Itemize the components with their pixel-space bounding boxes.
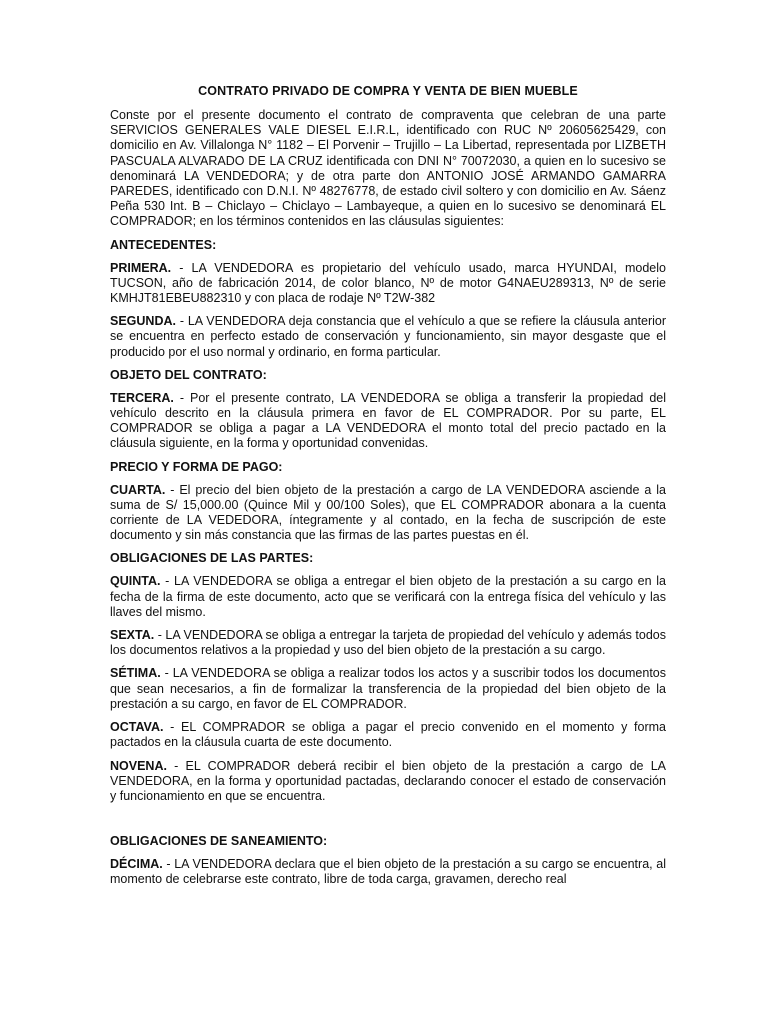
clause-primera (110, 261, 666, 307)
clause-segunda (110, 314, 666, 360)
clause-tercera (110, 391, 666, 452)
blank-space (110, 812, 666, 834)
clause-label: OCTAVA. (110, 720, 164, 735)
clause-quinta (110, 574, 666, 620)
clause-text: - LA VENDEDORA deja constancia que el vehículo a que se refiere la cláusula anterior se encuentra en perfecto estado de conservación y funcionamiento, sin mayor desgaste que el producido por el uso normal y ordinario, en forma particular. (110, 314, 666, 359)
intro-paragraph: Conste por el presente documento el contrato de compraventa que celebran de una parte SERVICIOS GENERALES VALE DIESEL E.I.R.L, identificado con RUC Nº 20605625429, con domicilio en Av. Villalonga N° 1182 – El Porvenir – Trujillo – La Libertad, representada por LIZBETH PASCUALA ALVARADO DE LA CRUZ identificada con DNI N° 70072030, a quien en lo sucesivo se denominará LA VENDEDORA; y de otra parte don ANTONIO JOSÉ ARMANDO GAMARRA PAREDES, identificado con D.N.I. Nº 48276778, de estado civil soltero y con domicilio en Av. Sáenz Peña 530 Int. B – Chiclayo – Chiclayo – Lambayeque, a quien en lo sucesivo se denominará EL COMPRADOR; en los términos contenidos en las cláusulas siguientes: (110, 108, 666, 229)
document-title: CONTRATO PRIVADO DE COMPRA Y VENTA DE BIEN MUEBLE (198, 84, 578, 98)
clause-text: - LA VENDEDORA declara que el bien objeto de la prestación a su cargo se encuentra, al momento de celebrarse este contrato, libre de toda carga, gravamen, derecho real (110, 857, 666, 887)
clause-decima (110, 857, 666, 887)
section-saneamiento-heading: OBLIGACIONES DE SANEAMIENTO: (110, 834, 328, 849)
clause-label: TERCERA. (110, 390, 174, 405)
clause-novena (110, 759, 666, 805)
clause-text: - Por el presente contrato, LA VENDEDORA se obliga a transferir la propiedad del vehículo descrito en la cláusula primera en favor de EL COMPRADOR. Por su parte, EL COMPRADOR se obliga a pagar a LA VENDEDORA el monto total del precio pactado en la cláusula siguiente, en la forma y oportunidad convenidas. (110, 390, 666, 451)
section-precio-heading: PRECIO Y FORMA DE PAGO: (110, 459, 283, 474)
clause-label: QUINTA. (110, 574, 161, 589)
clause-text: - LA VENDEDORA se obliga a realizar todos los actos y a suscribir todos los documentos que sean necesarios, a fin de formalizar la transferencia de la propiedad del bien objeto de la prestación a su cargo, en favor de EL COMPRADOR. (110, 666, 666, 711)
clause-label: SÉTIMA. (110, 666, 161, 681)
clause-octava (110, 720, 666, 750)
contract-document (110, 84, 666, 896)
clause-label: SEXTA. (110, 628, 155, 643)
clause-text: - El precio del bien objeto de la prestación a cargo de LA VENDEDORA asciende a la suma de S/ 15,000.00 (Quince Mil y 00/100 Soles), que EL COMPRADOR abonara a la cuenta corriente de LA VEDEDORA, íntegramente y al contado, en la fecha de suscripción de este documento y sin más constancia que las firmas de las partes puestas en él. (110, 482, 666, 543)
clause-text: - LA VENDEDORA se obliga a entregar el bien objeto de la prestación a su cargo en la fecha de la firma de este documento, acto que se verificará con la entrega física del vehículo y las llaves del mismo. (110, 574, 666, 619)
clause-text: - EL COMPRADOR deberá recibir el bien objeto de la prestación a cargo de LA VENDEDORA, en la forma y oportunidad pactadas, declarando conocer el estado de conservación y funcionamiento en que se encuentra. (110, 758, 666, 803)
clause-text: - LA VENDEDORA es propietario del vehículo usado, marca HYUNDAI, modelo TUCSON, año de fabricación 2014, de color blanco, Nº de motor G4NAEU289313, Nº de serie KMHJT81EBEU882310 y con placa de rodaje Nº T2W-382 (110, 260, 666, 306)
section-obligaciones-heading: OBLIGACIONES DE LAS PARTES: (110, 551, 314, 566)
clause-sexta (110, 628, 666, 658)
clause-label: PRIMERA. (110, 260, 172, 275)
section-antecedentes-heading: ANTECEDENTES: (110, 237, 217, 252)
clause-label: NOVENA. (110, 758, 167, 773)
clause-label: DÉCIMA. (110, 857, 163, 872)
clause-text: - EL COMPRADOR se obliga a pagar el precio convenido en el momento y forma pactados en la cláusula cuarta de este documento. (110, 720, 666, 750)
clause-text: - LA VENDEDORA se obliga a entregar la tarjeta de propiedad del vehículo y además todos los documentos relativos a la propiedad y uso del bien objeto de la prestación a su cargo. (110, 628, 666, 658)
clause-cuarta (110, 483, 666, 544)
clause-label: CUARTA. (110, 482, 166, 497)
clause-label: SEGUNDA. (110, 314, 176, 329)
clause-setima (110, 666, 666, 712)
section-objeto-heading: OBJETO DEL CONTRATO: (110, 367, 267, 382)
